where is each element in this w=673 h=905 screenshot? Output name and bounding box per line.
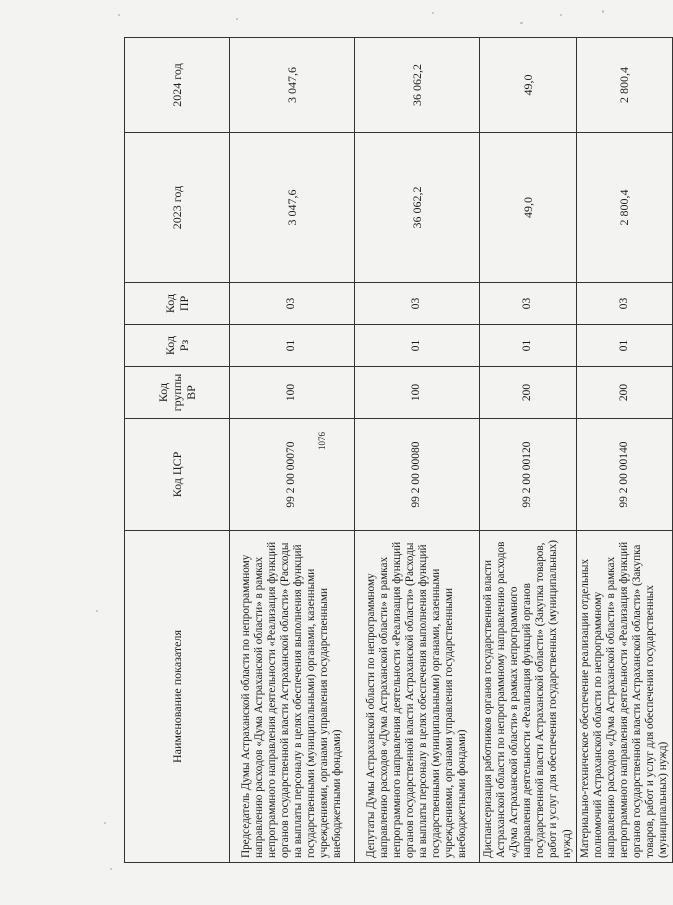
header-rz: Код Рз — [125, 325, 230, 367]
budget-table-rotated — [124, 38, 670, 863]
cell-csr: 99 2 00 00070 — [230, 419, 355, 531]
table-row — [355, 38, 480, 863]
cell-pr: 03 — [576, 283, 673, 325]
table-row — [230, 38, 355, 863]
table-row — [576, 38, 673, 863]
cell-2024: 2 800,4 — [576, 38, 673, 133]
cell-2023: 2 800,4 — [576, 133, 673, 283]
cell-vr: 100 — [355, 367, 480, 419]
scan-speck — [432, 12, 434, 14]
cell-rz: 01 — [480, 325, 577, 367]
header-name: Наименование показателя — [125, 531, 230, 863]
header-vr: Код группы ВР — [125, 367, 230, 419]
cell-pr: 03 — [230, 283, 355, 325]
budget-table — [124, 37, 673, 863]
header-pr: Код ПР — [125, 283, 230, 325]
scan-speck — [118, 14, 120, 16]
cell-csr: 99 2 00 00120 — [480, 419, 577, 531]
cell-vr: 100 — [230, 367, 355, 419]
cell-2024: 36 062,2 — [355, 38, 480, 133]
cell-vr: 200 — [576, 367, 673, 419]
cell-name: Материально-техническое обеспечение реализации отдельных полномочий Астраханской области по непрограммному направлению расходов «Дума Астраханской области» в рамках непрограммного направления деятельности «Реализация функций органов государственной власти Астраханской области» (Закупка товаров, работ и услуг для обеспечения государственных (муниципальных) нужд) — [576, 531, 673, 863]
scan-speck — [560, 14, 562, 16]
scan-speck — [110, 868, 112, 870]
cell-pr: 03 — [355, 283, 480, 325]
cell-2023: 49,0 — [480, 133, 577, 283]
cell-2023: 36 062,2 — [355, 133, 480, 283]
scan-speck — [520, 22, 523, 24]
scan-speck — [236, 18, 238, 20]
cell-vr: 200 — [480, 367, 577, 419]
cell-csr: 99 2 00 00080 — [355, 419, 480, 531]
cell-pr: 03 — [480, 283, 577, 325]
cell-name: Диспансеризация работников органов государственной власти Астраханской области по непрограммному направлению расходов «Дума Астраханской области» в рамках непрограммного направления деятельности «Реализация функций органов государственной власти Астраханской области» (Закупка товаров, работ и услуг для обеспечения государственных (муниципальных) нужд) — [480, 531, 577, 863]
cell-2024: 3 047,6 — [230, 38, 355, 133]
scan-speck — [602, 10, 604, 13]
header-csr: Код ЦСР — [125, 419, 230, 531]
header-2023: 2023 год — [125, 133, 230, 283]
cell-name: Председатель Думы Астраханской области по непрограммному направлению расходов «Дума Астраханской области» в рамках непрограммного направления деятельности «Реализация функций органов государственной власти Астраханской области» (Расходы на выплаты персоналу в целях обеспечения выполнения функций государственными (муниципальными) органами, казенными учреждениями, органами управления государственными внебюджетными фондами) — [230, 531, 355, 863]
cell-rz: 01 — [230, 325, 355, 367]
header-2024: 2024 год — [125, 38, 230, 133]
scan-speck — [96, 610, 98, 612]
cell-2023: 3 047,6 — [230, 133, 355, 283]
cell-name: Депутаты Думы Астраханской области по непрограммному направлению расходов «Дума Астраханской области» в рамках непрограммного направления деятельности «Реализация функций органов государственной власти Астраханской области» (Расходы на выплаты персоналу в целях обеспечения выполнения функций государственными (муниципальными) органами, казенными учреждениями, органами управления государственными внебюджетными фондами) — [355, 531, 480, 863]
page-number: 1076 — [317, 432, 327, 450]
table-header-row — [125, 38, 230, 863]
scan-speck — [104, 822, 106, 824]
table-row — [480, 38, 577, 863]
cell-2024: 49,0 — [480, 38, 577, 133]
cell-rz: 01 — [576, 325, 673, 367]
cell-csr: 99 2 00 00140 — [576, 419, 673, 531]
cell-rz: 01 — [355, 325, 480, 367]
